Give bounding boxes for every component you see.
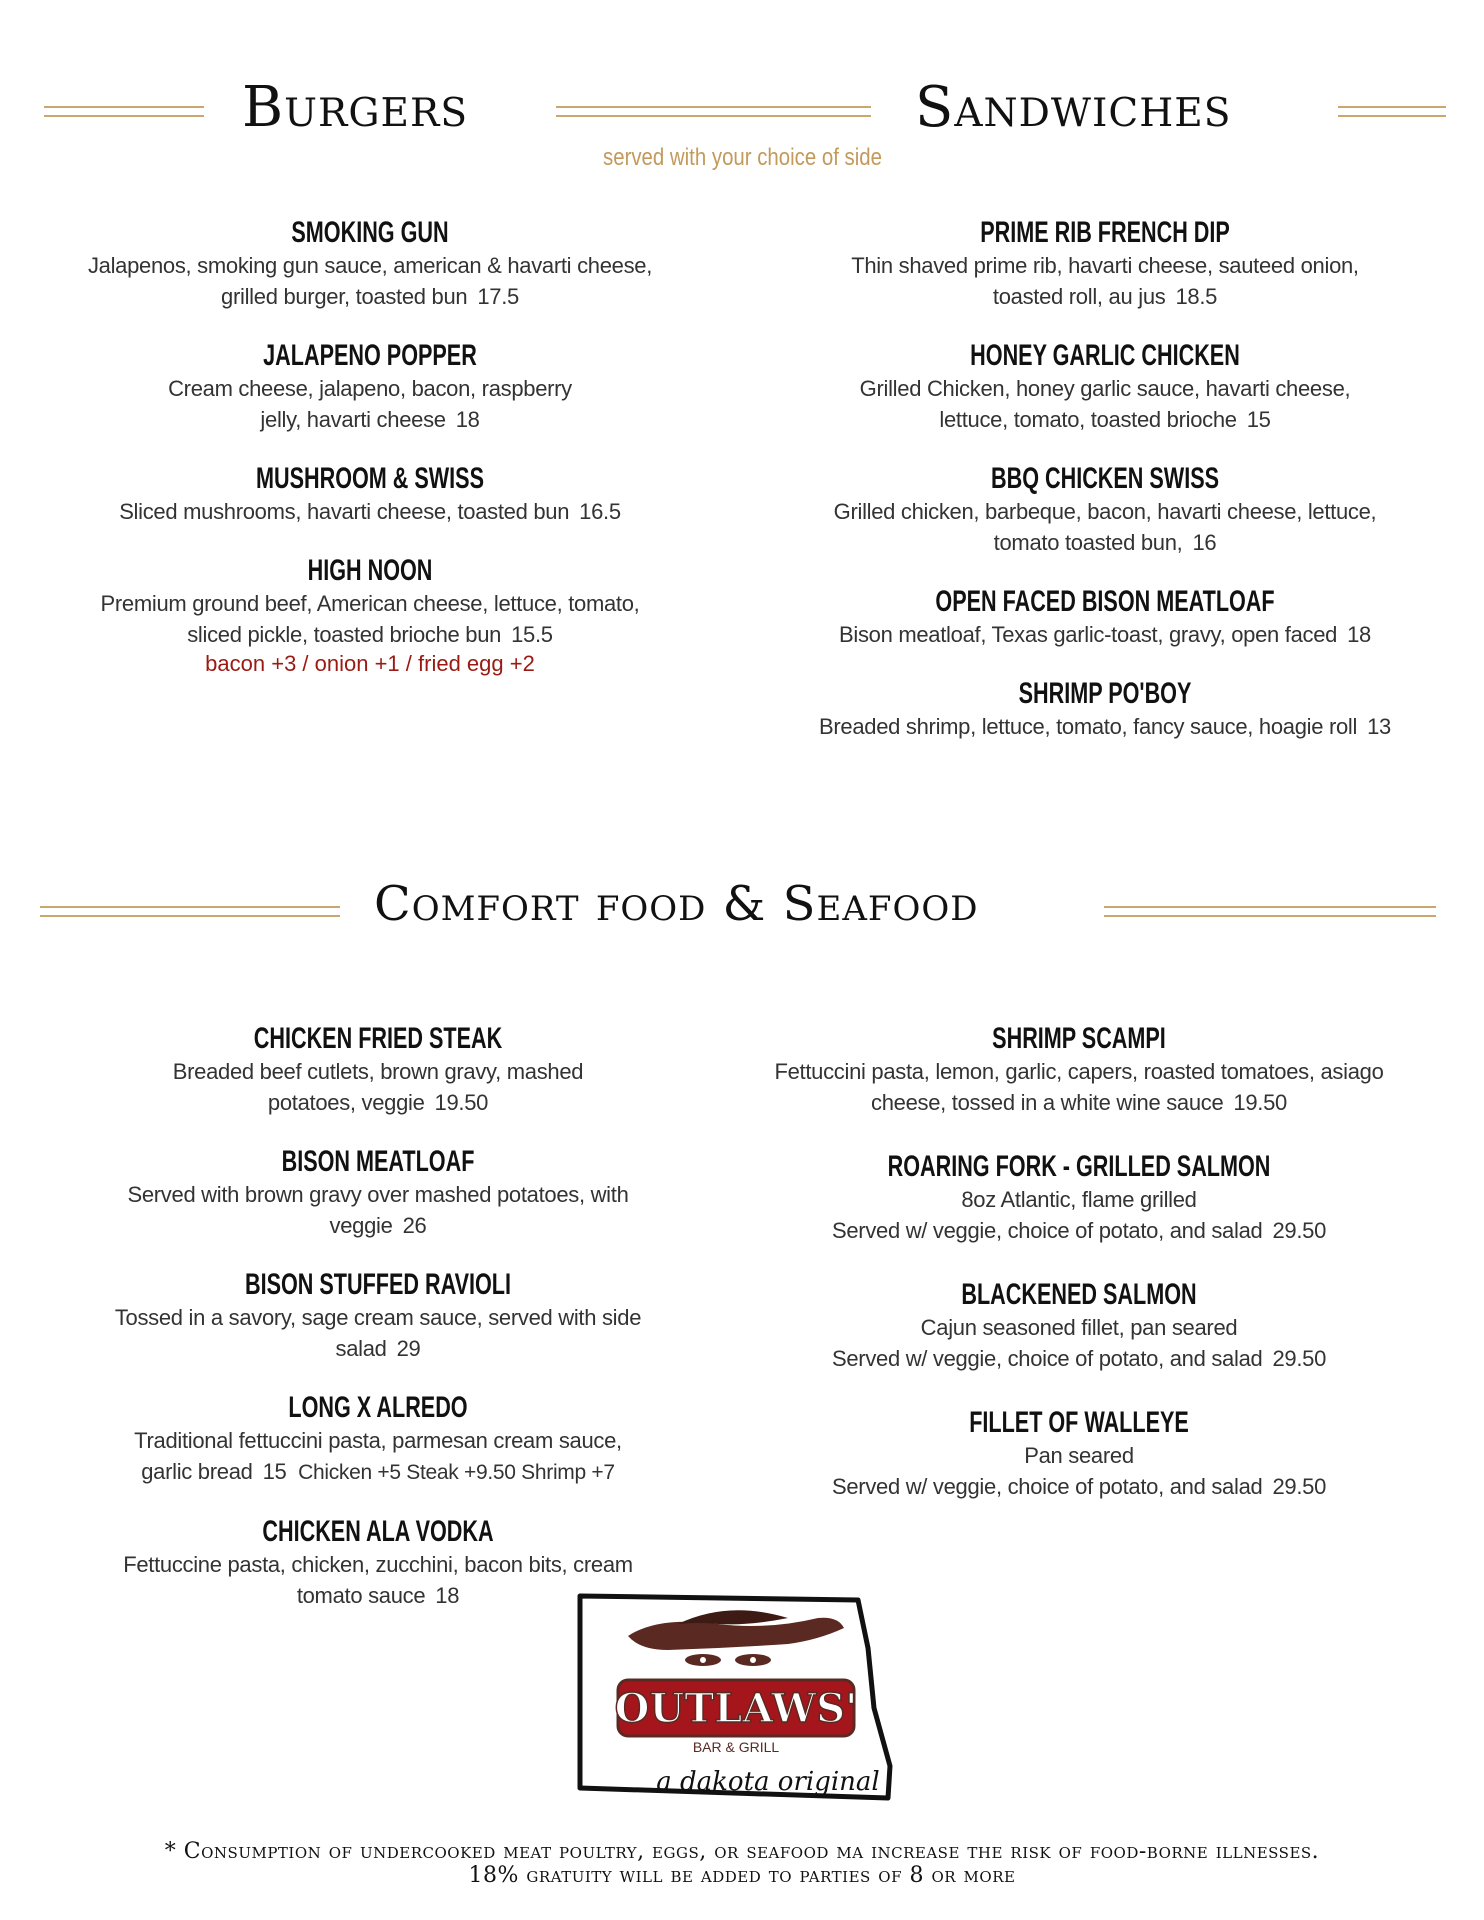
menu-item xyxy=(810,216,1400,312)
outlaws-logo xyxy=(568,1588,908,1816)
item-price: 15 xyxy=(1246,407,1271,432)
item-price: 18 xyxy=(435,1583,460,1608)
item-price: 15 xyxy=(262,1459,287,1484)
brand-subtext: BAR & GRILL xyxy=(692,1739,780,1755)
item-name: HONEY GARLIC CHICKEN xyxy=(970,339,1240,372)
divider-rule xyxy=(1104,906,1436,917)
tagline-text: a dakota original xyxy=(656,1767,880,1797)
item-desc: Served with brown gravy over mashed potatoes, with veggie 26 xyxy=(127,1182,629,1238)
item-name: SHRIMP SCAMPI xyxy=(992,1022,1166,1055)
item-price: 15.5 xyxy=(511,622,553,647)
gratuity-note: 18% gratuity will be added to parties of 8 or more xyxy=(468,1863,1016,1888)
item-name: PRIME RIB FRENCH DIP xyxy=(980,216,1230,249)
menu-item xyxy=(766,1278,1392,1374)
item-price: 19.50 xyxy=(434,1090,489,1115)
eyes-icon xyxy=(685,1654,771,1666)
menu-item xyxy=(80,1268,676,1364)
item-name: BLACKENED SALMON xyxy=(961,1278,1197,1311)
item-desc: Served w/ veggie, choice of potato, and salad 29.50 xyxy=(831,1218,1327,1243)
item-price: 19.50 xyxy=(1233,1090,1287,1115)
item-name: MUSHROOM & SWISS xyxy=(255,462,484,495)
item-name: ROARING FORK - GRILLED SALMON xyxy=(887,1150,1271,1183)
item-desc: Bison meatloaf, Texas garlic-toast, gravy, open faced 18 xyxy=(839,622,1371,647)
item-desc: Breaded shrimp, lettuce, tomato, fancy sauce, hoagie roll 13 xyxy=(819,714,1391,739)
divider-rule xyxy=(556,106,871,117)
item-name: JALAPENO POPPER xyxy=(263,339,477,372)
item-desc: Cream cheese, jalapeno, bacon, raspberry jelly, havarti cheese 18 xyxy=(168,376,572,432)
sandwiches-list xyxy=(810,216,1400,769)
item-name: CHICKEN FRIED STEAK xyxy=(253,1022,503,1055)
menu-item xyxy=(810,677,1400,742)
item-price: 18.5 xyxy=(1175,284,1218,309)
item-name: CHICKEN ALA VODKA xyxy=(262,1515,494,1548)
side-subtitle: served with your choice of side xyxy=(603,144,882,171)
item-price: 13 xyxy=(1367,714,1391,739)
item-desc: Fettuccine pasta, chicken, zucchini, bacon bits, cream tomato sauce 18 xyxy=(123,1552,633,1608)
disclaimer-line: * Consumption of undercooked meat poultry, eggs, or seafood ma increase the risk of food-borne illnesses. xyxy=(164,1839,1320,1864)
menu-item xyxy=(766,1406,1392,1502)
hat-crown xyxy=(678,1610,788,1624)
menu-item xyxy=(766,1150,1392,1246)
comfort-list xyxy=(80,1022,676,1638)
item-addons: bacon +3 / onion +1 / fried egg +2 xyxy=(205,651,535,676)
item-subdesc: Cajun seasoned fillet, pan seared xyxy=(920,1315,1238,1340)
menu-item xyxy=(80,1391,676,1488)
burgers-list xyxy=(80,216,660,705)
item-desc: Breaded beef cutlets, brown gravy, mashed potatoes, veggie 19.50 xyxy=(172,1059,584,1115)
item-desc: Grilled chicken, barbeque, bacon, havarti cheese, lettuce, tomato toasted bun, 16 xyxy=(833,499,1377,555)
divider-rule xyxy=(44,106,204,117)
menu-item xyxy=(80,462,660,527)
menu-item xyxy=(766,1022,1392,1118)
item-name: BISON MEATLOAF xyxy=(281,1145,475,1178)
sandwiches-heading: Sandwiches xyxy=(915,75,1232,140)
item-name: SHRIMP PO'BOY xyxy=(1018,677,1192,710)
item-desc: Served w/ veggie, choice of potato, and salad 29.50 xyxy=(831,1474,1327,1499)
menu-item xyxy=(810,585,1400,650)
menu-item xyxy=(810,339,1400,435)
divider-rule xyxy=(40,906,340,917)
item-price: 29.50 xyxy=(1272,1346,1327,1371)
item-desc: Fettuccini pasta, lemon, garlic, capers, roasted tomatoes, asiago cheese, tossed in a white wine sauce 19.50 xyxy=(774,1059,1384,1115)
item-subdesc: Pan seared xyxy=(1024,1443,1134,1468)
item-name: LONG X ALREDO xyxy=(288,1391,468,1424)
item-price: 29.50 xyxy=(1272,1218,1327,1243)
item-price: 26 xyxy=(402,1213,427,1238)
item-name: SMOKING GUN xyxy=(291,216,449,249)
item-name: BISON STUFFED RAVIOLI xyxy=(244,1268,511,1301)
menu-item xyxy=(80,339,660,435)
seafood-list xyxy=(766,1022,1392,1529)
item-subdesc: 8oz Atlantic, flame grilled xyxy=(961,1187,1197,1212)
item-extras: Chicken +5 Steak +9.50 Shrimp +7 xyxy=(298,1461,615,1484)
item-desc: Premium ground beef, American cheese, lettuce, tomato, sliced pickle, toasted brioche bun 15.5 xyxy=(100,591,640,647)
brand-text: OUTLAWS' xyxy=(614,1685,858,1732)
item-name: BBQ CHICKEN SWISS xyxy=(990,462,1220,495)
item-price: 29 xyxy=(396,1336,421,1361)
item-price: 18 xyxy=(1347,622,1371,647)
comfort-heading: Comfort food & Seafood xyxy=(374,876,979,932)
item-desc: Sliced mushrooms, havarti cheese, toasted bun 16.5 xyxy=(119,499,621,524)
item-desc: Served w/ veggie, choice of potato, and salad 29.50 xyxy=(831,1346,1327,1371)
item-desc: Tossed in a savory, sage cream sauce, served with side salad 29 xyxy=(114,1305,642,1361)
item-price: 18 xyxy=(455,407,480,432)
burgers-heading: Burgers xyxy=(242,75,469,140)
menu-item xyxy=(80,1022,676,1118)
item-name: OPEN FACED BISON MEATLOAF xyxy=(935,585,1275,618)
item-desc: Traditional fettuccini pasta, parmesan cream sauce, garlic bread 15 Chicken +5 Steak +9.50 Shrimp +7 xyxy=(134,1428,622,1484)
item-name: FILLET OF WALLEYE xyxy=(969,1406,1189,1439)
item-price: 29.50 xyxy=(1272,1474,1327,1499)
item-desc: Grilled Chicken, honey garlic sauce, havarti cheese, lettuce, tomato, toasted brioche 15 xyxy=(859,376,1351,432)
menu-item xyxy=(80,216,660,312)
item-desc: Jalapenos, smoking gun sauce, american & havarti cheese, grilled burger, toasted bun 17.5 xyxy=(87,253,653,309)
item-price: 17.5 xyxy=(477,284,519,309)
divider-rule xyxy=(1338,106,1446,117)
menu-item xyxy=(80,554,660,678)
menu-item xyxy=(80,1145,676,1241)
item-name: HIGH NOON xyxy=(307,554,433,587)
item-price: 16.5 xyxy=(579,499,621,524)
menu-item xyxy=(810,462,1400,558)
item-desc: Thin shaved prime rib, havarti cheese, sauteed onion, toasted roll, au jus 18.5 xyxy=(851,253,1359,309)
item-price: 16 xyxy=(1192,530,1217,555)
